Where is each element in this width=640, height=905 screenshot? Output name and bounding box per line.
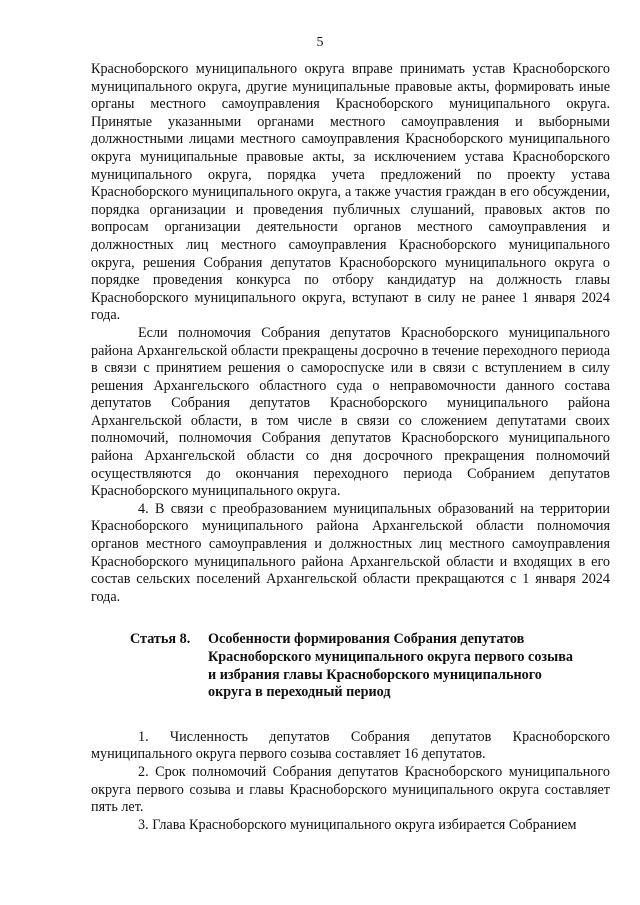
article-title-line: и избрания главы Красноборского муниципального <box>208 666 542 683</box>
paragraph-4: 4. В связи с преобразованием муниципальных образований на территории Красноборского муниципального района Архангельской области полномочия органов местного самоуправления и должностных лиц местного самоуправления Красноборского муниципального района Архангельской области и входящих в его состав сельских поселений Архангельской области прекращаются с 1 января 2024 года. <box>91 500 610 605</box>
article-title-line: округа в переходный период <box>208 684 391 701</box>
paragraph-early-termination: Если полномочия Собрания депутатов Красноборского муниципального района Архангельской области прекращены досрочно в течение переходного периода в связи с принятием решения о самороспуске или в связи с вступлением в силу решения Архангельского областного суда о неправомочности данного состава депутатов Собрания депутатов Красноборского муниципального района Архангельской области, в том числе в связи со сложением депутатами своих полномочий, полномочия Собрания депутатов Красноборского муниципального района Архангельской области со дня досрочного прекращения полномочий осуществляются до окончания переходного периода Собранием депутатов Красноборского муниципального округа. <box>91 324 610 500</box>
article-title <box>208 631 610 701</box>
article-heading <box>91 631 610 701</box>
intro-paragraph: Красноборского муниципального округа вправе принимать устав Красноборского муниципального округа, другие муниципальные правовые акты, формировать иные органы местного самоуправления Красноборского муниципального округа. Принятые указанными органами местного самоуправления и выборными должностными лицами местного самоуправления Красноборского муниципального округа муниципальные правовые акты, за исключением устава Красноборского муниципального округа, порядка учета предложений по проекту устава Красноборского муниципального округа, а также участия граждан в его обсуждении, порядка организации и проведения публичных слушаний, правовых актов по вопросам организации деятельности органов местного самоуправления и должностных лиц местного самоуправления Красноборского муниципального округа, решения Собрания депутатов Красноборского муниципального округа о порядке проведения конкурса по отбору кандидатур на должность главы Красноборского муниципального округа, вступают в силу не ранее 1 января 2024 года. <box>91 61 610 324</box>
page-number: 5 <box>316 35 324 50</box>
article-item-3: 3. Глава Красноборского муниципального округа избирается Собранием <box>138 816 577 833</box>
article-title-line: Особенности формирования Собрания депутатов <box>208 631 525 648</box>
article-title-line: Красноборского муниципального округа первого созыва <box>208 649 573 665</box>
article-items <box>91 729 610 835</box>
document-body <box>91 61 610 834</box>
article-item-1: 1. Численность депутатов Собрания депутатов Красноборского муниципального округа первого созыва составляет 16 депутатов. <box>91 728 610 763</box>
article-number: Статья 8. <box>130 631 191 648</box>
article-item-2: 2. Срок полномочий Собрания депутатов Красноборского муниципального округа первого созыва и главы Красноборского муниципального округа составляет пять лет. <box>91 763 610 816</box>
